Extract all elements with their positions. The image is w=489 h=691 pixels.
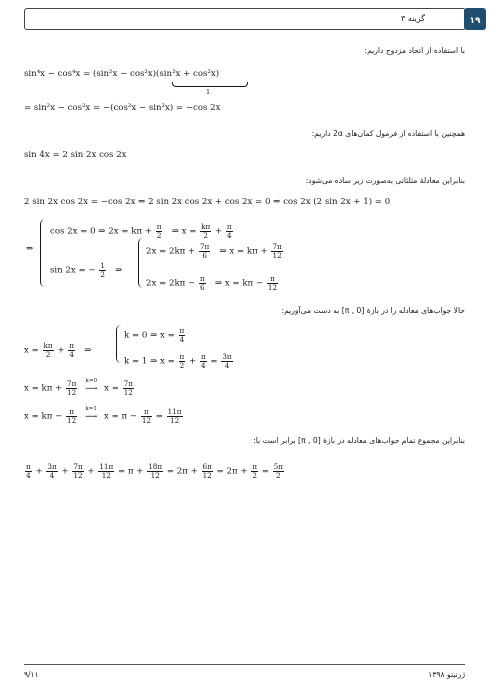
intro-double-angle: همچنین با استفاده از فرمول کمان‌های 2α داریم: xyxy=(311,129,465,138)
option-label: گزینه ۳ xyxy=(401,14,425,23)
header-box xyxy=(24,8,466,30)
equation-2: = sin²x − cos²x = −(cos²x − sin²x) = −cos 2x xyxy=(24,103,221,113)
solution-a-k1: k = 1 ⇒ x = $\frac{\pi}{2}$ + $\frac{\pi}{4}$ = $\frac{3\pi}{4}$ xyxy=(124,352,232,370)
case-1: cos 2x = 0 ⇒ 2x = kπ + $\frac{\pi}{2}$ ⇒ x = $\frac{k\pi}{2}$ + $\frac{\pi}{4}$ xyxy=(50,222,232,240)
solution-a: x = $\frac{k\pi}{2}$ + $\frac{\pi}{4}$ ⇒ xyxy=(24,341,92,359)
sum-equation: $\frac{\pi}{4}$ + $\frac{3\pi}{4}$ + $\frac{7\pi}{12}$ + $\frac{11\pi}{12}$ = π + $\frac{18\pi}{12}$ = 2π + $\frac{6\pi}{12}$ = 2π + $\frac{\pi}{2}$ = $\frac{5\pi}{2}$ xyxy=(26,462,283,480)
implies-sign: ⇒ xyxy=(26,244,34,254)
solution-b: x = kπ + $\frac{7\pi}{12}$ k=0 ⟶ x = $\frac{7\pi}{12}$ xyxy=(24,377,133,397)
footer-page: ۹/۱۱ xyxy=(24,670,39,679)
case-2: sin 2x = − $\frac{1}{2}$ ⇒ xyxy=(50,261,123,279)
underbrace xyxy=(172,82,248,87)
intro-simplify: بنابراین معادلهٔ مثلثاتی به‌صورت زیر ساده می‌شود: xyxy=(305,176,465,185)
case-brace xyxy=(40,219,46,287)
k-brace xyxy=(116,325,122,363)
case-2a: 2x = 2kπ + $\frac{7\pi}{6}$ ⇒ x = kπ + $\frac{7\pi}{12}$ xyxy=(146,242,282,260)
solution-a-k0: k = 0 ⇒ x = $\frac{\pi}{4}$ xyxy=(124,326,185,344)
subcase-brace xyxy=(138,238,144,288)
equation-3: sin 4x = 2 sin 2x cos 2x xyxy=(24,150,127,160)
intro-conjugate: با استفاده از اتحاد مزدوج داریم: xyxy=(364,46,465,55)
intro-interval: حالا جواب‌های معادله را در بازهٔ [0 , π] به دست می‌آوریم: xyxy=(281,306,465,315)
footer-brand: ژرنیتو ۱۳۹۸ xyxy=(428,670,465,679)
intro-sum: بنابراین مجموع تمام جواب‌های معادله در بازهٔ [0 , π] برابر است با: xyxy=(253,436,465,445)
equation-1: sin⁴x − cos⁴x = (sin²x − cos²x)(sin²x + cos²x) xyxy=(24,69,220,79)
question-number-badge xyxy=(464,8,486,30)
equation-4: 2 sin 2x cos 2x = −cos 2x ⇒ 2 sin 2x cos 2x + cos 2x = 0 ⇒ cos 2x (2 sin 2x + 1) = 0 xyxy=(24,197,391,207)
case-2b: 2x = 2kπ − $\frac{\pi}{6}$ ⇒ x = kπ − $\frac{\pi}{12}$ xyxy=(146,274,278,292)
solution-c: x = kπ − $\frac{\pi}{12}$ k=1 ⟶ x = π − $\frac{\pi}{12}$ = $\frac{11\pi}{12}$ xyxy=(24,405,182,425)
question-number: ۱۹ xyxy=(469,16,481,26)
footer-rule xyxy=(24,664,465,665)
underbrace-value: 1 xyxy=(206,88,211,96)
